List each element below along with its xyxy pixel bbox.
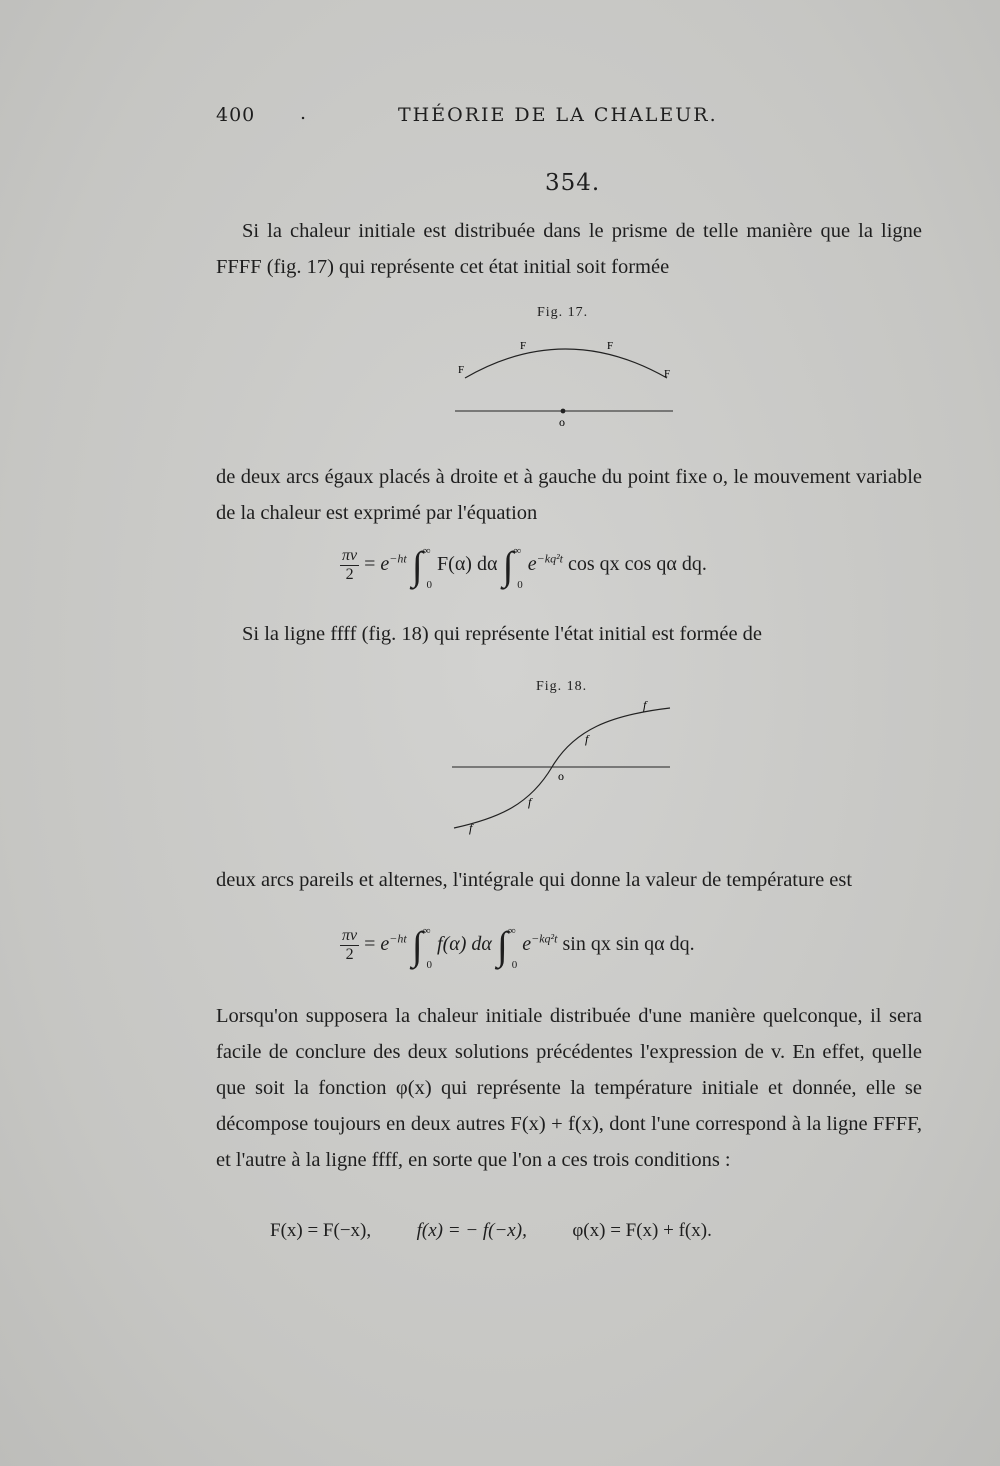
condition-2: f(x) = − f(−x), <box>416 1220 527 1241</box>
ffff-arc-curve <box>465 349 667 378</box>
label-f-lower: f <box>528 795 532 809</box>
header-dot: . <box>300 102 307 124</box>
paragraph-1: Si la chaleur initiale est distribuée dans le prisme de telle manière que la ligne FFFF (fig. 17) qui représente cet état initial soit formée <box>216 220 922 278</box>
equation-1: $\frac{\pi v}{2}$ = $e^{-ht}$ $\int^\infty_0$ F(α) dα $\int^\infty_0$ $e^{-kq^2t}$ cos qx cos qα dq. <box>342 543 707 592</box>
figure-18-diagram <box>440 700 680 840</box>
figure-17-diagram <box>445 330 685 430</box>
paragraph-4: deux arcs pareils et alternes, l'intégrale qui donne la valeur de température est <box>216 869 853 891</box>
label-F-top-left: F <box>520 340 527 352</box>
ffff-curve <box>454 708 670 828</box>
page-number: 400 <box>216 104 256 126</box>
origin-label: o <box>559 415 565 429</box>
label-f-bottom: f <box>469 821 473 835</box>
paragraph-3: Si la ligne ffff (fig. 18) qui représente l'état initial est formée de <box>242 623 763 645</box>
conditions-line <box>270 1220 870 1242</box>
section-number: 354. <box>545 170 601 196</box>
label-f-upper: f <box>585 732 589 746</box>
paragraph-2: de deux arcs égaux placés à droite et à gauche du point fixe o, le mouvement variable de la chaleur est exprimé par l'équation <box>216 466 922 524</box>
origin-label: o <box>558 769 564 783</box>
equation-2: $\frac{\pi v}{2}$ = $e^{-ht}$ $\int^\infty_0$ f(α) dα $\int^\infty_0$ $e^{-kq^2t}$ sin qx sin qα dq. <box>342 923 695 972</box>
label-F-top-right: F <box>607 340 614 352</box>
paragraph-5: Lorsqu'on supposera la chaleur initiale distribuée d'une manière quelconque, il sera facile de conclure des deux solutions précédentes l'expression de v. En effet, quelle que soit la fonction φ(x) qui représente la température initiale et donnée, elle se décompose toujours en deux autres F(x) + f(x), dont l'une correspond à la ligne FFFF, et l'autre à la ligne ffff, en sorte que l'on a ces trois conditions : <box>216 1005 922 1171</box>
condition-1: F(x) = F(−x), <box>270 1220 372 1241</box>
label-F-right: F <box>664 368 671 380</box>
figure-17-caption: Fig. 17. <box>537 305 589 320</box>
figure-18-caption: Fig. 18. <box>536 679 588 694</box>
label-F-left: F <box>458 364 465 376</box>
label-f-top: f <box>643 700 647 712</box>
condition-3: φ(x) = F(x) + f(x). <box>572 1220 712 1241</box>
running-title: THÉORIE DE LA CHALEUR. <box>398 104 718 126</box>
origin-point <box>561 409 566 414</box>
